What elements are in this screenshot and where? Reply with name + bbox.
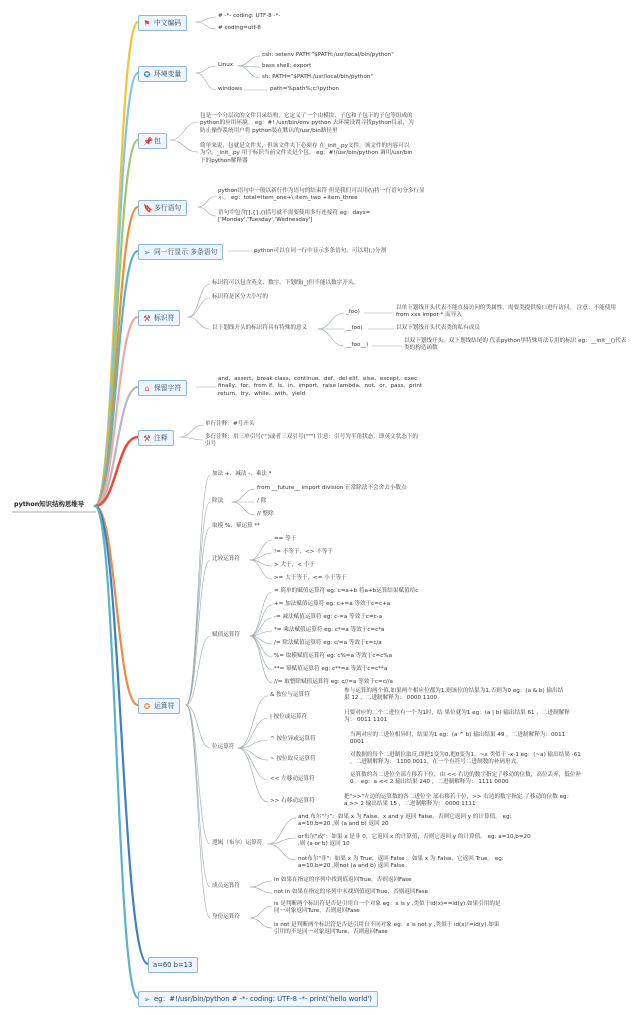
topic-operators-label: 运算符 [154, 702, 175, 710]
op-member-not-in: not in 如果在指定的序列中未找到值返回True，否则返回Fase [274, 889, 429, 895]
op-compare-4: >= 大于等于，<= 小于等于 [274, 575, 347, 581]
comment-multi: 多行注释：用三单引号(''')或者三双引号(""") 注意：引号为半角状态，即英文状态下的引号 [205, 434, 419, 448]
topic-package[interactable] [138, 133, 167, 149]
blue-star-icon: ✪ [143, 70, 151, 79]
op-member: 成员运算符 [212, 883, 240, 889]
op-bit-left: << 左移动运算符 [270, 776, 315, 782]
env-linux-sh: sh: PATH="$PATH:/usr/local/bin/python" [262, 74, 374, 80]
link-id-s1 [318, 313, 344, 329]
topic-env-label: 环境变量 [154, 70, 182, 78]
link-cm-1 [180, 425, 203, 437]
env-windows-path: path=%path%;c:\python [270, 86, 340, 92]
topic-sameline[interactable] [138, 244, 223, 260]
red-flag-icon: ⚑ [143, 19, 151, 28]
op-division-future: from __future__ import division 正常除法不会舍去小数点 [257, 485, 407, 491]
identifier-special-name-2: __foo) [346, 325, 363, 331]
op-bit-not-desc: 对数据的每个二进制位取反,即把1变为0,把0变为1，~x 类似于 -x-1 eg：(~a) 输出结果 -61 ，二进制解释为： 1100 0011。在一个有符号二进制数的补码形式。 [350, 752, 581, 766]
topic-encoding[interactable] [138, 15, 187, 31]
link-op-3 [186, 560, 210, 705]
link-ml-2 [198, 207, 216, 216]
op-logical-or: or布尔"或"：如果 x 是非 0，它返回 x 的计算值，否则它返回 y 的计算值。 eg: a=10,b=20 ,则 (a or b) 返回 10 [298, 834, 531, 848]
op-bit-and: & 按位与运算符 [270, 692, 310, 698]
link-op-7 [186, 705, 210, 887]
root-topic[interactable]: python知识结构思维导 [14, 500, 85, 508]
branch-encoding [95, 22, 138, 506]
branch-operators [95, 506, 138, 705]
op-assign-3: -= 减法赋值运算符 eg: c-=a 等效于c=c-a [274, 614, 383, 620]
op-assign-2: += 加法赋值运算符 eg: c+=a 等效于c=c+a [274, 601, 391, 607]
env-windows: windows [218, 86, 243, 92]
tools-icon: ⚒ [143, 314, 151, 323]
op-identity-is: is 是判断两个标识符是否是引用自一个对象 eg：x is y ,类似于id(x)==id(y),如果引用的是同一对象返回Ture，否则返回Fase [274, 901, 501, 915]
op-logical-not: not布尔"非"：如果 x 为 True，返回 False 。如果 x 为 False，它返回 True。 eg: a=10,b=20 ,则not (a and b) 返回 False [298, 856, 504, 870]
multiline-text-1: python语句中一般以新行作为语句的结束符 但是我们可以用(\)将一行语句分多行显示。 eg：total=item_one+\ item_two +item_three [218, 188, 425, 202]
op-assign: 赋值运算符 [212, 632, 240, 638]
op-member-in: in 如果在指定的序列中找到值返回True，否则返回Fase [274, 877, 412, 883]
link-log-2 [268, 844, 296, 860]
op-bitwise: 位运算符 [212, 744, 235, 750]
op-assign-1: = 简单的赋值运算符 eg: c=a+b 将a+b运算结果赋值给c [274, 588, 419, 594]
identifier-rule-2: 标识符是区分大小写的 [212, 294, 268, 300]
op-bit-not: ~ 按位取反运算符 [270, 756, 316, 762]
link-env-win [196, 73, 216, 90]
link-bit-5 [238, 748, 268, 802]
op-basic: 加法 +、减法 -、乘法 * [212, 471, 272, 477]
topic-identifier-label: 标识符 [154, 314, 175, 322]
op-assign-6: %= 取模赋值运算符 eg: c%=a 等效于c=c%a [274, 653, 393, 659]
op-bit-right: >> 右移动运算符 [270, 798, 315, 804]
op-assign-5: /= 除法赋值运算符 eg: c/=a 等效于c=c/a [274, 640, 382, 646]
link-div-2 [232, 502, 255, 515]
op-assign-8: //= 取整除赋值运算符 eg: c//=a 等效于c=c//a [274, 679, 393, 685]
link-idt-0 [250, 906, 272, 918]
op-bit-and-desc: 参与运算的两个值,如果两个相应位都为1,则该位的结果为1,否则为0 eg：(a & b) 输出结果 12 ，二进制解释为： 0000 1100 [344, 688, 564, 702]
package-text-1: 包是一个分层次的文件目录结构，它定义了一个由模块、子包和子包下的子包等组成的python的应用环境。 eg：#! /usr/bin/env python 去环境设置寻找python目录，为防止操作系统用户将 python装在默认的/usr/bin路径里 [200, 113, 414, 134]
link-env-l1 [238, 56, 260, 66]
op-assign-4: *= 乘法赋值运算符 eg: c*=a 等效于c=c*a [274, 627, 385, 633]
op-bit-or-desc: 只要对应的二个二进位有一个为1时，结 果位就为1 eg：(a | b) 输出结果 61 ，二进制解释为： 0011 1101 [344, 710, 570, 724]
topic-identifier[interactable] [138, 310, 180, 326]
op-division: 除法 [212, 498, 224, 504]
link-div-0 [232, 489, 255, 502]
link-op-2 [186, 527, 210, 705]
topic-comment-label: 注释 [154, 434, 168, 442]
op-compare-2: != 不等于，<> 不等于 [274, 549, 334, 555]
link-asg-0 [250, 592, 272, 636]
sameline-text: python可以在同一行中显示多条语句，可以用(;)分割 [254, 248, 387, 254]
link-id-s3 [318, 329, 344, 346]
link-op-8 [186, 705, 210, 918]
link-enc-2 [196, 22, 216, 29]
link-env-linux [196, 66, 216, 73]
multiline-text-2: 语句中包含[],{},()括号就不需要使用多行连接符 eg：days=['Monday','Tuesday','Wednesday'] [218, 210, 371, 224]
send-icon: ➢ [143, 995, 151, 1004]
link-cmp-1 [250, 553, 272, 560]
link-pkg-1 [170, 122, 198, 140]
link-asg-6 [250, 636, 272, 670]
link-id-3 [188, 317, 210, 329]
bookmark-icon: 🔖 [143, 204, 153, 213]
topic-comment[interactable] [138, 430, 174, 446]
identifier-special-desc-1: 以单下划线开头代表不能直接访问的类属性，需要类提供接口进行访问。 注意：不能使用from xxx impor * 而导入 [396, 305, 616, 319]
tools-icon: ⚒ [143, 434, 151, 443]
env-linux: Linux [218, 62, 234, 68]
reserved-text: and、assert、break class、continue、def、del elif、else、except、exec finally、for、from if、is、in、import、raise lambda、not、or、pass、print return、try、while、with、yield [218, 376, 423, 397]
op-compare-1: == 等于 [274, 536, 297, 542]
identifier-rule-3: 以下划线开头的标识符具有特殊的意义 [212, 325, 308, 331]
op-division-slash: / 除 [257, 498, 267, 504]
package-text-2: 简单来说，包就是文件夹，但该文件夹下必须存 在_init_.py文件，该文件的内容可以为空。_init_.py 用于标识当前文件夹是个包。 eg：#!/usr/bin/python 调用/usr/bin下的python解释器 [200, 143, 413, 164]
link-idt-1 [250, 918, 272, 928]
link-ml-1 [198, 196, 216, 207]
link-mem-0 [250, 881, 272, 887]
op-compare-3: > 大于，< 小于 [274, 562, 315, 568]
topic-package-label: 包 [154, 137, 161, 145]
topic-multiline[interactable] [138, 200, 187, 216]
topic-example-label: eg：#!/usr/bin/python # -*- coding: UTF-8 -*- print('hello world') [154, 995, 372, 1003]
identifier-special-name-1: _foo) [346, 309, 360, 315]
op-mod: 取模 %、幂运算 ** [212, 523, 261, 529]
branch-assign-example [95, 506, 148, 964]
op-logical: 逻辑（布尔）运算符 [212, 840, 263, 846]
pin-icon: 📌 [143, 137, 153, 146]
orange-star-icon: ✪ [143, 702, 151, 711]
link-pkg-2 [170, 140, 198, 152]
identifier-special-name-3: __foo__) [346, 342, 369, 348]
op-logical-and: and 布尔"与"：如果 x 为 False，x and y 返回 False，否则它返回 y 的计算值。 eg: a=10,b=20 ,则 (a and b) 返回 20 [298, 814, 512, 828]
link-op-4 [186, 636, 210, 705]
encoding-line-1: # -*- coding: UTF-8 -*- [218, 13, 281, 19]
identifier-special-desc-3: 以双下划线开头，双下划线结尾的 代表python里特殊用法专用的标识 eg：__init__()代表类的构造函数 [404, 338, 627, 352]
env-linux-bash: bass shell: export [262, 63, 312, 69]
env-linux-csh: csh: setenv PATH "$PATH:/usr/local/bin/python" [262, 52, 394, 58]
link-asg-7 [250, 636, 272, 683]
op-identity-is-not: is not 是判断两个标识符是否是引用自不同对象 eg：x is not y ,类似于 id(x)!=id(y),如果引用的不是同一对象返回Ture，否则返回Fase [274, 922, 500, 936]
op-division-floor: // 整除 [257, 511, 274, 517]
link-mem-1 [250, 887, 272, 893]
send-icon: ➢ [143, 248, 151, 257]
op-bit-right-desc: 把">>"左边的运算数的各二进位全 部右移若干位，>> 右边的数字指定 了移动的位数 eg：a >> 2 输出结果 15 ，二进制解释为： 0000 1111 [344, 794, 573, 808]
link-enc-1 [196, 17, 216, 22]
link-cmp-0 [250, 540, 272, 560]
topic-reserved[interactable] [138, 380, 187, 396]
topic-env[interactable] [138, 66, 187, 82]
op-bit-xor-desc: 当两对应的二进位相异时，结果为1 eg：(a ^ b) 输出结果 49 ，二进制解释为：0011 0001 [350, 732, 566, 746]
op-bit-xor: ^ 按位异或运算符 [270, 736, 316, 742]
topic-reserved-label: 保留字符 [154, 384, 182, 392]
topic-sameline-label: 同一行显示 多条语句 [154, 248, 218, 256]
op-bit-left-desc: 运算数的各二进位全部左移若干位，由 << 右边的数字指定了移动的位数，高位丢弃，低位补0。 eg：a << 2 输出结果 240 ，二进制解释为： 1111 0000 [350, 772, 582, 786]
op-bit-or: | 按位或运算符 [270, 714, 308, 720]
link-id-1 [188, 284, 210, 317]
link-log-0 [268, 818, 296, 844]
topic-example[interactable] [138, 991, 378, 1007]
identifier-special-desc-2: 以双下划线开头代表类的私有成员 [396, 325, 480, 331]
topic-assign-example-label: a=60 b=13 [153, 961, 193, 969]
topic-operators[interactable] [138, 698, 180, 714]
link-cm-2 [180, 437, 203, 440]
topic-encoding-label: 中文编码 [154, 19, 182, 27]
topic-assign-example[interactable] [148, 957, 198, 973]
link-env-l3 [238, 66, 260, 78]
home-icon: ⌂ [144, 384, 150, 393]
op-assign-7: **= 幂赋值运算符 eg: c**=a 等效于c=c**a [274, 666, 388, 672]
identifier-rule-1: 标识符可以包含英文、数字、下划线(_)但不能以数字开头。 [212, 280, 360, 286]
op-compare: 比较运算符 [212, 556, 240, 562]
branch-example [95, 506, 138, 998]
op-identity: 身份运算符 [212, 914, 240, 920]
encoding-line-2: # coding=utf-8 [218, 25, 261, 31]
comment-single: 单行注释：#号开头 [205, 421, 255, 427]
topic-multiline-label: 多行语句 [154, 204, 182, 212]
